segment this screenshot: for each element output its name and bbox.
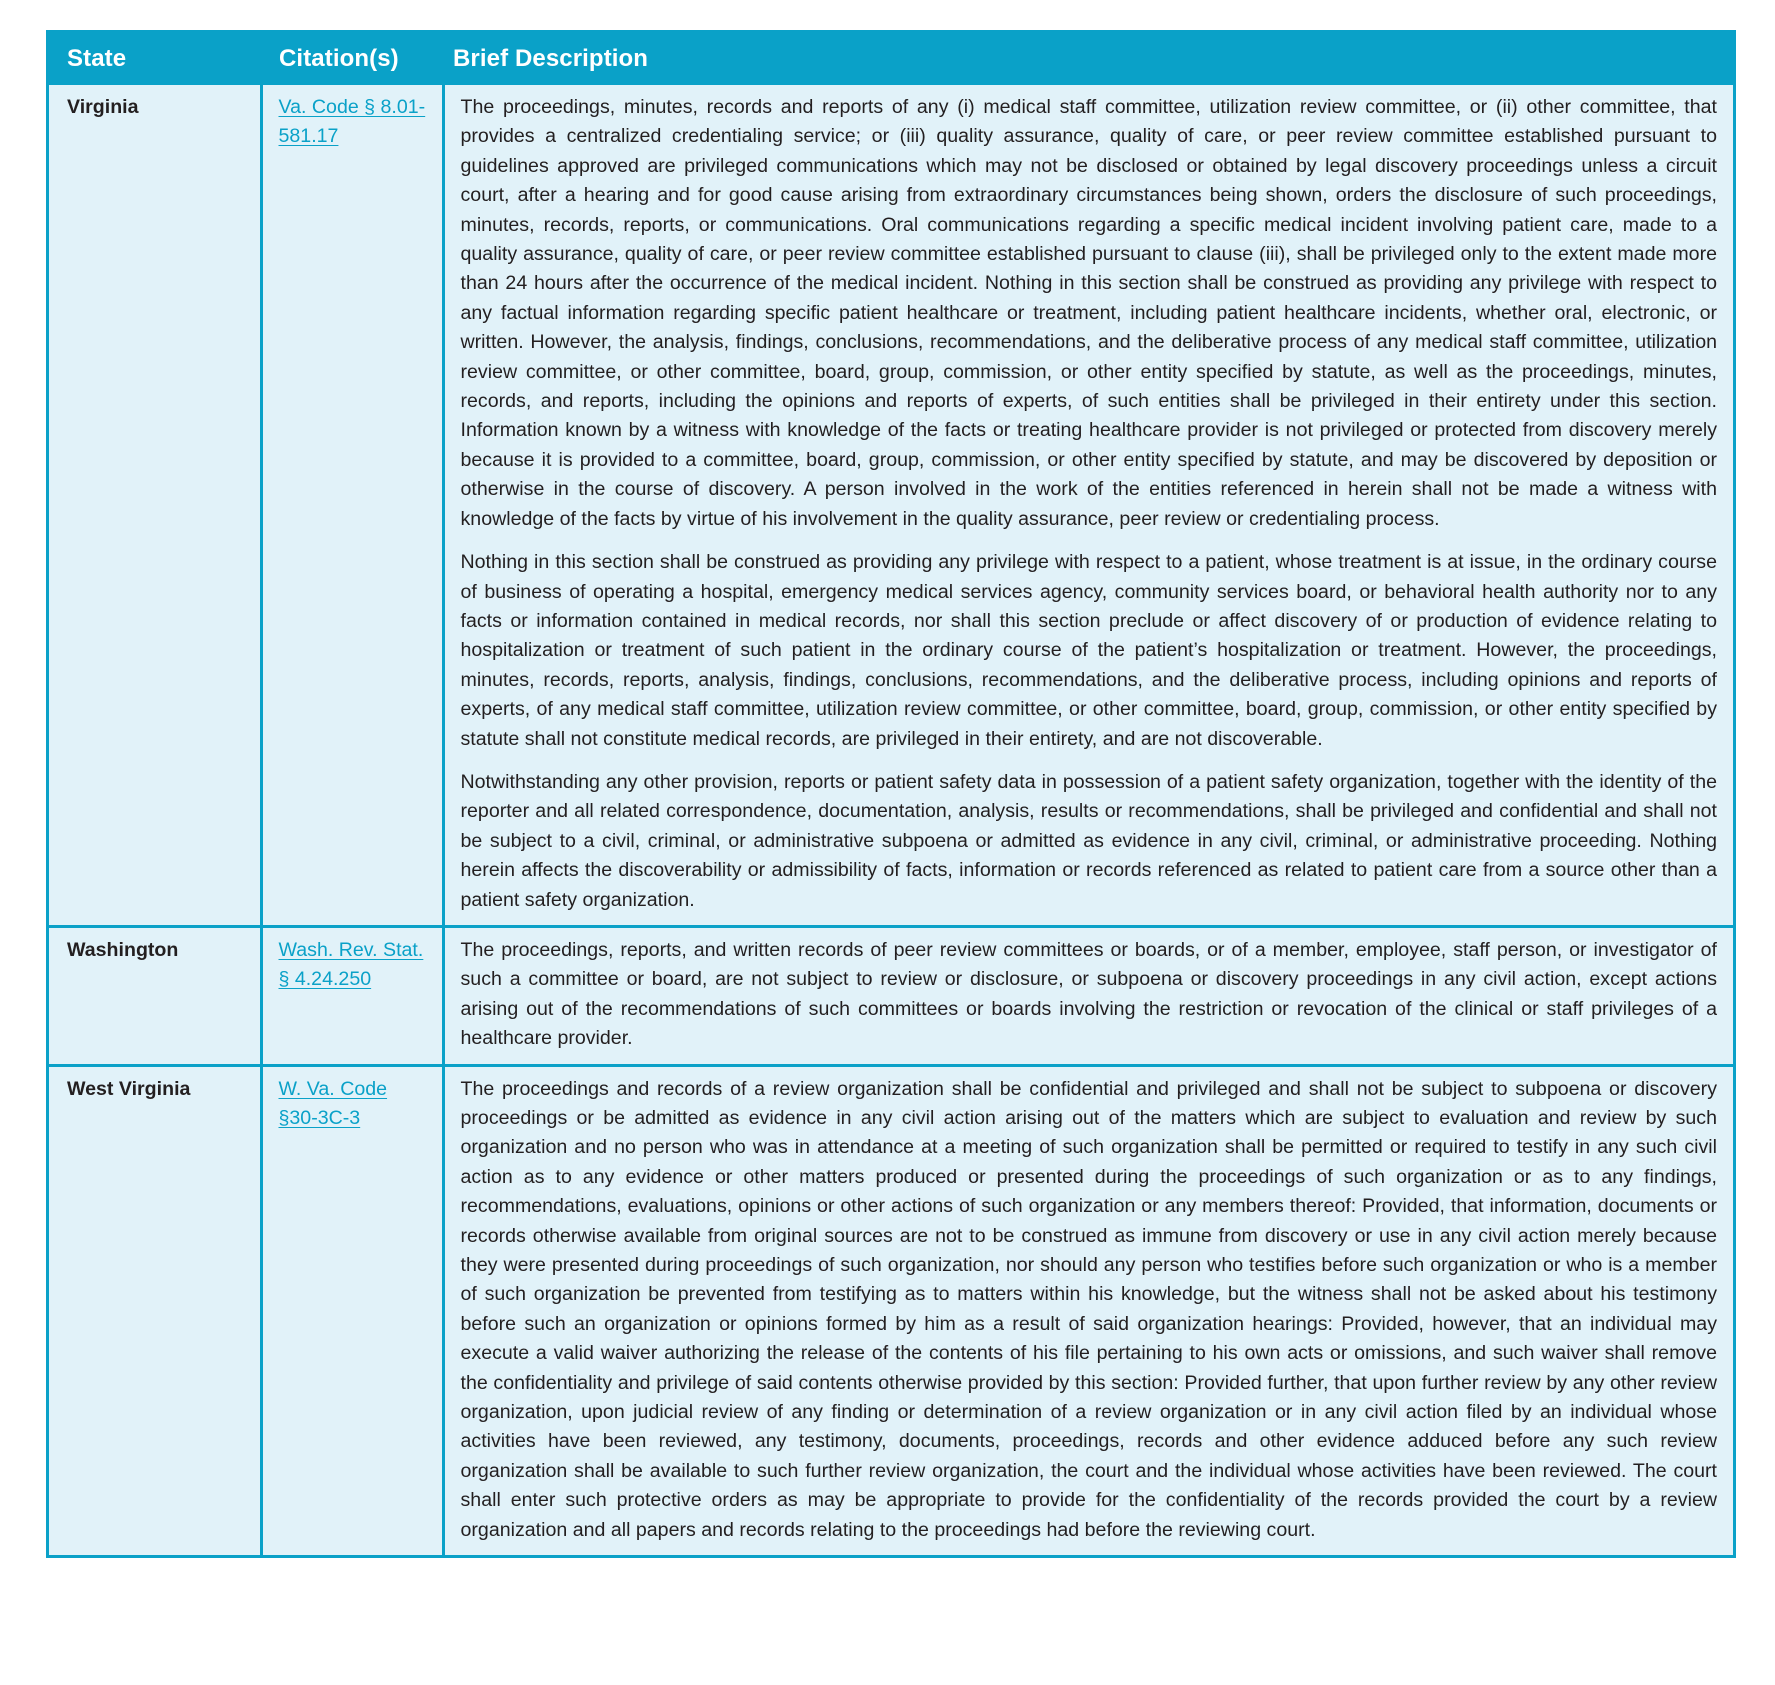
description-paragraph: Notwithstanding any other provision, reports or patient safety data in possession of a patient safety organization, together with the identity of the reporter and all related correspondence, documentation, analysis, results or recommendations, shall be privileged and confidential and shall not be subject to a civil, criminal, or administrative subpoena or admitted as evidence in any civil, criminal, or administrative proceeding. Nothing herein affects the discoverability or admissibility of facts, information or records referenced as related to patient care from a source other than a patient safety organization.: [460, 770, 1717, 911]
description-paragraph: The proceedings, minutes, records and reports of any (i) medical staff committee, utilization review committee, or (ii) other committee, that provides a centralized credentialing service; or (iii) quality assurance, quality of care, or peer review committee established pursuant to guidelines approved are privileged communications which may not be disclosed or obtained by legal discovery proceedings unless a circuit court, after a hearing and for good cause arising from extraordinary circumstances being shown, orders the disclosure of such proceedings, minutes, records, reports, or communications. Oral communications regarding a specific medical incident involving patient care, made to a quality assurance, quality of care, or peer review committee established pursuant to clause (iii), shall be privileged only to the extent made more than 24 hours after the occurrence of the medical incident. Nothing in this section shall be construed as providing any privilege with respect to any factual information regarding specific patient healthcare or treatment, including patient healthcare incidents, whether oral, electronic, or written. However, the analysis, findings, conclusions, recommendations, and the deliberative process of any medical staff committee, utilization review committee, or other committee, board, group, commission, or other entity specified by statute, as well as the proceedings, minutes, records, and reports, including the opinions and reports of experts, of such entities shall be privileged in their entirety under this section. Information known by a witness with knowledge of the facts or treating healthcare provider is not privileged or protected from discovery merely because it is provided to a committee, board, group, commission, or other entity specified by statute, and may be discovered by deposition or otherwise in the course of discovery. A person involved in the work of the entities referenced in herein shall not be made a witness with knowledge of the facts by virtue of his involvement in the quality assurance, peer review or credentialing process.: [460, 96, 1717, 530]
state-cell: Washington: [49, 926, 261, 1065]
table-row-virginia: [49, 85, 1733, 926]
citation-link-line: Wash. Rev. Stat.: [278, 938, 424, 961]
table-body: [49, 85, 1733, 1555]
citation-link-virginia[interactable]: [279, 96, 426, 147]
description-cell: [443, 1065, 1733, 1555]
description-cell: [443, 926, 1733, 1065]
table-header: [49, 33, 1733, 85]
column-header-state: State: [49, 33, 261, 85]
description-paragraph: The proceedings, reports, and written records of peer review committees or boards, or of a member, employee, staff person, or investigator of such a committee or board, are not subject to review or disclosure, or subpoena or discovery proceedings in any civil action, except actions arising out of the recommendations of such committees or boards involving the restriction or revocation of the clinical or staff privileges of a healthcare provider.: [460, 938, 1717, 1050]
citation-cell: [261, 926, 443, 1065]
citation-cell: [261, 1065, 443, 1555]
citation-link-line: Va. Code § 8.01-: [278, 96, 426, 118]
table-row-washington: [49, 926, 1733, 1065]
column-header-description: Brief Description: [443, 33, 1733, 85]
description-cell: [443, 85, 1733, 926]
citation-link-line: W. Va. Code: [278, 1077, 388, 1100]
state-cell: Virginia: [67, 96, 139, 118]
description-paragraph: Nothing in this section shall be construed as providing any privilege with respect to a patient, whose treatment is at issue, in the ordinary course of business of operating a hospital, emergency medical services agency, community services board, or behavioral health authority nor to any facts or information contained in medical records, nor shall this section preclude or affect discovery of or production of evidence relating to hospitalization or treatment of such patient in the ordinary course of the patient’s hospitalization or treatment. However, the proceedings, minutes, records, reports, analysis, findings, conclusions, recommendations, and the deliberative process, including opinions and reports of experts, of any medical staff committee, utilization review committee, or other committee, board, group, commission, or other entity specified by statute shall not constitute medical records, are privileged in their entirety, and are not discoverable.: [460, 551, 1717, 750]
state-cell: West Virginia: [49, 1065, 261, 1555]
column-header-citation: Citation(s): [261, 33, 443, 85]
table-row-west-virginia: [49, 1065, 1733, 1555]
citation-cell: [261, 85, 443, 926]
citation-link-line: § 4.24.250: [278, 968, 372, 991]
header-row: [49, 33, 1733, 85]
citation-link-west-virginia[interactable]: [279, 1078, 388, 1129]
citation-link-line: 581.17: [278, 125, 339, 148]
statute-table: [49, 33, 1733, 1555]
statute-table-container: [46, 30, 1736, 1558]
citation-link-line: §30-3C-3: [278, 1107, 361, 1129]
description-paragraph: The proceedings and records of a review organization shall be confidential and privileged and shall not be subject to subpoena or discovery proceedings or be admitted as evidence in any civil action arising out of the matters which are subject to evaluation and review by such organization and no person who was in attendance at a meeting of such organization shall be permitted or required to testify in any such civil action as to any evidence or other matters produced or presented during the proceedings of such organization or as to any findings, recommendations, evaluations, opinions or other actions of such organization or any members thereof: Provided, that information, documents or records otherwise available from original sources are not to be construed as immune from discovery or use in any civil action merely because they were presented during proceedings of such organization, nor should any person who testifies before such organization or who is a member of such organization be prevented from testifying as to matters within his knowledge, but the witness shall not be asked about his testimony before such an organization or opinions formed by him as a result of said organization hearings: Provided, however, that an individual may execute a valid waiver authorizing the release of the contents of his file pertaining to his own acts or omissions, and such waiver shall remove the confidentiality and privilege of said contents otherwise provided by this section: Provided further, that upon further review by any other review organization, upon judicial review of any finding or determination of a review organization or in any civil action filed by an individual whose activities have been reviewed, any testimony, documents, proceedings, records and other evidence adduced before any such review organization shall be available to such further review organization, the court and the individual whose activities have been reviewed. The court shall enter such protective orders as may be appropriate to provide for the confidentiality of the records provided the court by a review organization and all papers and records relating to the proceedings had before the reviewing court.: [460, 1077, 1717, 1541]
citation-link-washington[interactable]: [279, 939, 424, 990]
